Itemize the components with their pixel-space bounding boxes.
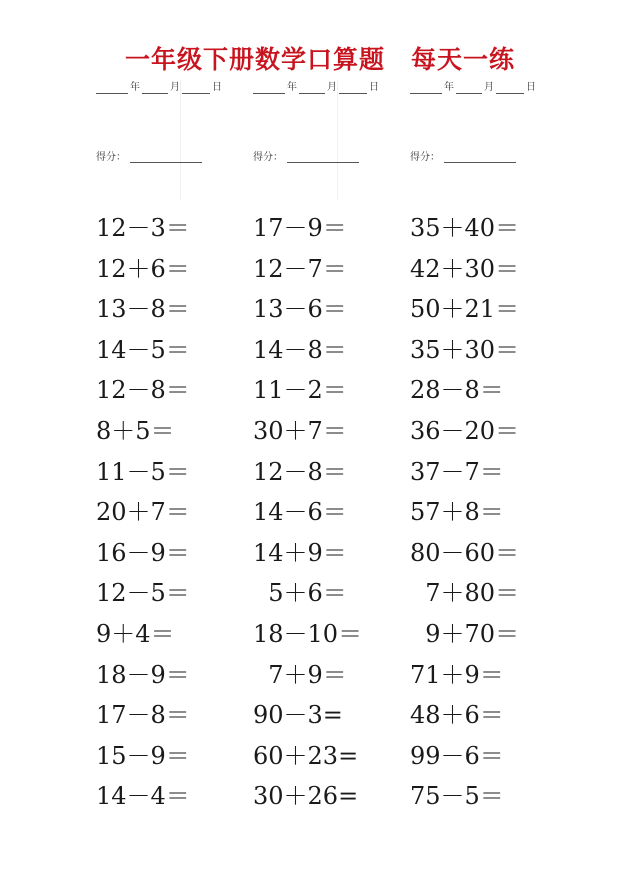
score-label: 得分： [96, 152, 126, 163]
year-unit: 年 [444, 82, 454, 93]
problem-list [410, 208, 519, 817]
problem-item: 35＋40＝ [410, 214, 520, 242]
year-blank[interactable] [253, 81, 285, 94]
day-blank[interactable] [496, 81, 524, 94]
problem-item: 12＋6＝ [96, 254, 190, 283]
problem-item: 12－7＝ [253, 254, 347, 283]
score-label: 得分： [253, 152, 283, 163]
day-unit: 日 [526, 82, 536, 93]
problem-item: 7＋80＝ [410, 579, 520, 608]
problem-item: 90－3= [253, 701, 343, 730]
problem-item: 12－5＝ [96, 579, 190, 608]
score-line [96, 148, 202, 163]
problem-item: 9＋70＝ [410, 619, 520, 648]
problem-item: 75－5＝ [410, 782, 504, 811]
problem-item: 8＋5＝ [96, 416, 175, 445]
problem-item: 28－8＝ [410, 376, 504, 405]
problem-item: 5＋6＝ [253, 579, 347, 608]
faint-guide-line [337, 80, 338, 200]
score-line [253, 148, 359, 163]
problem-item: 11－5＝ [96, 457, 190, 486]
problem-item: 42＋30＝ [410, 254, 520, 283]
year-blank[interactable] [96, 81, 128, 94]
problem-item: 37－7＝ [410, 457, 504, 486]
problem-item: 13－8＝ [96, 295, 190, 324]
score-label: 得分： [410, 152, 440, 163]
problem-list [253, 208, 362, 817]
problem-item: 12－8＝ [253, 457, 347, 486]
problem-item: 15－9＝ [96, 741, 190, 770]
score-blank[interactable] [444, 150, 516, 163]
score-blank[interactable] [287, 150, 359, 163]
problem-item: 12－8＝ [96, 376, 190, 405]
year-unit: 年 [130, 82, 140, 93]
problem-item: 20＋7＝ [96, 498, 190, 527]
problem-item: 36－20＝ [410, 416, 520, 445]
day-blank[interactable] [182, 81, 210, 94]
date-line [253, 80, 381, 94]
problem-item: 12－3＝ [96, 214, 190, 242]
problem-item: 18－9＝ [96, 660, 190, 689]
faint-guide-line [180, 80, 181, 200]
year-blank[interactable] [410, 81, 442, 94]
problem-item: 80－60＝ [410, 538, 520, 567]
problem-item: 14－5＝ [96, 335, 190, 364]
worksheet-title: 一年级下册数学口算题 每天一练 [124, 45, 515, 74]
day-blank[interactable] [339, 81, 367, 94]
month-unit: 月 [327, 82, 337, 93]
problem-item: 35＋30＝ [410, 335, 520, 364]
problem-item: 14－8＝ [253, 335, 347, 364]
score-line [410, 148, 516, 163]
problem-item: 30＋26= [253, 782, 359, 811]
problem-item: 14－4＝ [96, 782, 190, 811]
day-unit: 日 [369, 82, 379, 93]
problem-item: 71＋9＝ [410, 660, 504, 689]
problem-item: 48＋6＝ [410, 701, 504, 730]
date-line [410, 80, 538, 94]
month-unit: 月 [170, 82, 180, 93]
problem-item: 17－8＝ [96, 701, 190, 730]
month-blank[interactable] [142, 81, 168, 94]
problem-item: 14＋9＝ [253, 538, 347, 567]
problem-item: 13－6＝ [253, 295, 347, 324]
date-line [96, 80, 224, 94]
problem-item: 30＋7＝ [253, 416, 347, 445]
problem-list [96, 208, 190, 817]
problem-item: 60＋23= [253, 741, 359, 770]
problem-item: 9＋4＝ [96, 619, 175, 648]
problem-item: 18－10＝ [253, 619, 363, 648]
problem-item: 16－9＝ [96, 538, 190, 567]
year-unit: 年 [287, 82, 297, 93]
problem-item: 50＋21＝ [410, 295, 520, 324]
problem-item: 99－6＝ [410, 741, 504, 770]
problem-item: 11－2＝ [253, 376, 347, 405]
problem-item: 57＋8＝ [410, 498, 504, 527]
month-unit: 月 [484, 82, 494, 93]
problem-item: 14－6＝ [253, 498, 347, 527]
day-unit: 日 [212, 82, 222, 93]
score-blank[interactable] [130, 150, 202, 163]
problem-item: 7＋9＝ [253, 660, 347, 689]
month-blank[interactable] [299, 81, 325, 94]
problem-item: 17－9＝ [253, 214, 347, 242]
month-blank[interactable] [456, 81, 482, 94]
